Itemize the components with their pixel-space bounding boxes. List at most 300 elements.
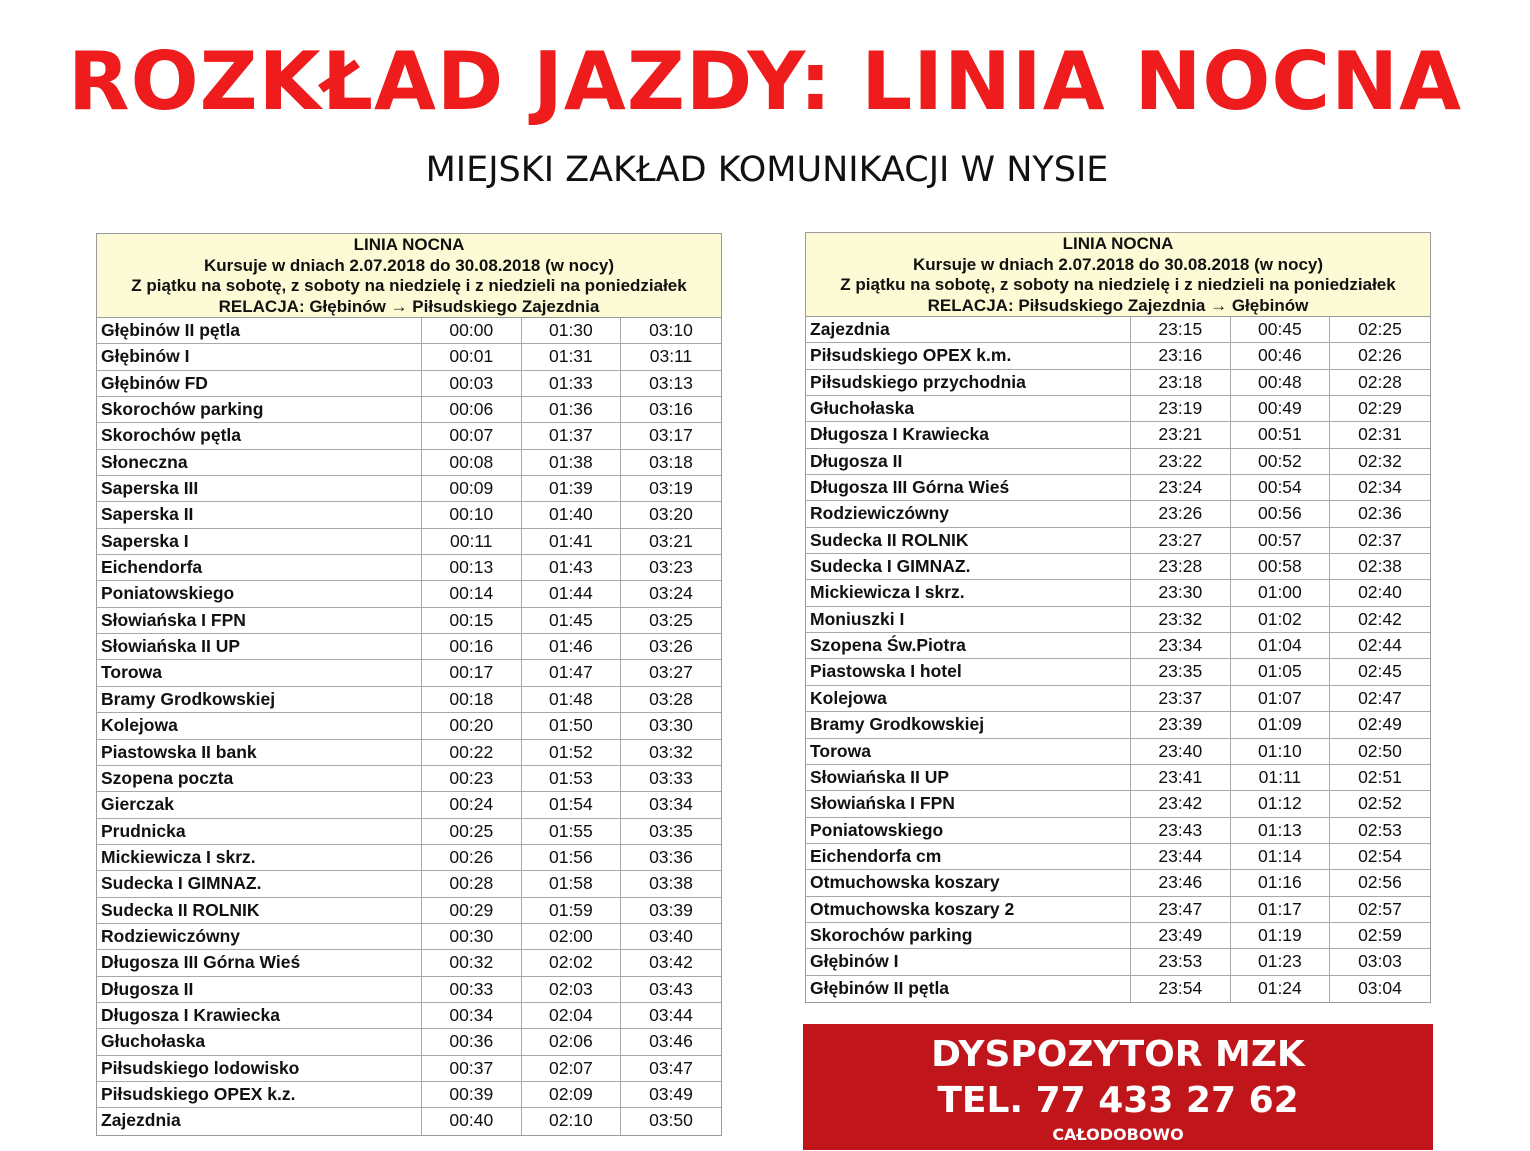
- table-row: [97, 318, 721, 344]
- departure-time: 02:37: [1358, 529, 1402, 550]
- departure-time: 03:35: [649, 820, 693, 841]
- departure-time: 01:16: [1231, 870, 1331, 895]
- departure-time: 03:25: [649, 609, 693, 630]
- departure-time: 02:52: [1358, 793, 1402, 814]
- timetable-body: [806, 317, 1430, 1002]
- timetable-body: [97, 318, 721, 1135]
- departure-time: 02:25: [1358, 319, 1402, 339]
- departure-time: 01:11: [1231, 765, 1331, 790]
- departure-time: 02:59: [1358, 924, 1402, 945]
- departure-time: 00:26: [422, 845, 522, 870]
- departure-time: 02:31: [1358, 424, 1402, 445]
- stop-name: Poniatowskiego: [806, 818, 1131, 843]
- stop-name: Saperska II: [97, 502, 422, 527]
- table-row: [806, 396, 1430, 422]
- table-row: [97, 529, 721, 555]
- departure-time: 03:18: [649, 451, 693, 472]
- departure-time: 23:49: [1131, 923, 1231, 948]
- departure-time: 03:10: [649, 320, 693, 340]
- stop-name: Długosza III Górna Wieś: [806, 475, 1131, 500]
- stop-name: Saperska III: [97, 476, 422, 501]
- table-row: [806, 580, 1430, 606]
- table-row: [97, 1003, 721, 1029]
- departure-time: 00:51: [1231, 422, 1331, 447]
- stop-name: Otmuchowska koszary: [806, 870, 1131, 895]
- stop-name: Słowiańska I FPN: [806, 791, 1131, 816]
- departure-time: 01:43: [522, 555, 622, 580]
- departure-time: 02:09: [522, 1082, 622, 1107]
- stop-name: Rodziewiczówny: [97, 924, 422, 949]
- departure-time: 23:43: [1131, 818, 1231, 843]
- departure-time: 02:03: [522, 977, 622, 1002]
- stop-name: Gierczak: [97, 792, 422, 817]
- departure-time: 01:17: [1231, 897, 1331, 922]
- table-row: [97, 581, 721, 607]
- table-row: [97, 423, 721, 449]
- stop-name: Skorochów parking: [97, 397, 422, 422]
- departure-time: 02:00: [522, 924, 622, 949]
- departure-time: 02:29: [1358, 398, 1402, 419]
- departure-time: 02:47: [1358, 687, 1402, 708]
- departure-time: 01:47: [522, 660, 622, 685]
- departure-time: 23:28: [1131, 554, 1231, 579]
- departure-time: 01:46: [522, 634, 622, 659]
- departure-time: 03:43: [649, 978, 693, 999]
- stop-name: Saperska I: [97, 529, 422, 554]
- departure-time: 00:25: [422, 819, 522, 844]
- stop-name: Głębinów II pętla: [97, 318, 422, 343]
- departure-time: 00:30: [422, 924, 522, 949]
- table-row: [806, 765, 1430, 791]
- stop-name: Sudecka II ROLNIK: [97, 898, 422, 923]
- departure-time: 23:35: [1131, 659, 1231, 684]
- table-row: [806, 818, 1430, 844]
- departure-time: 01:10: [1231, 739, 1331, 764]
- table-row: [97, 371, 721, 397]
- table-row: [806, 686, 1430, 712]
- departure-time: 23:37: [1131, 686, 1231, 711]
- stop-name: Zajezdnia: [97, 1108, 422, 1134]
- departure-time: 01:39: [522, 476, 622, 501]
- stop-name: Głuchołaska: [806, 396, 1131, 421]
- table-row: [806, 343, 1430, 369]
- departure-time: 01:14: [1231, 844, 1331, 869]
- departure-time: 01:13: [1231, 818, 1331, 843]
- stop-name: Głębinów FD: [97, 371, 422, 396]
- departure-time: 03:19: [649, 478, 693, 499]
- departure-time: 01:37: [522, 423, 622, 448]
- departure-time: 03:44: [649, 1004, 693, 1025]
- departure-time: 01:41: [522, 529, 622, 554]
- departure-time: 23:32: [1131, 607, 1231, 632]
- departure-time: 00:11: [422, 529, 522, 554]
- departure-time: 23:44: [1131, 844, 1231, 869]
- timetable-header: [806, 233, 1430, 317]
- table-row: [97, 924, 721, 950]
- stop-name: Długosza I Krawiecka: [806, 422, 1131, 447]
- table-row: [806, 607, 1430, 633]
- header-line: Z piątku na sobotę, z soboty na niedzielę i z niedzieli na poniedziałek: [840, 275, 1396, 294]
- departure-time: 02:02: [522, 950, 622, 975]
- departure-time: 03:13: [649, 372, 693, 393]
- stop-name: Kolejowa: [97, 713, 422, 738]
- departure-time: 03:50: [649, 1110, 693, 1131]
- table-row: [97, 608, 721, 634]
- stop-name: Słowiańska I FPN: [97, 608, 422, 633]
- departure-time: 23:47: [1131, 897, 1231, 922]
- departure-time: 23:34: [1131, 633, 1231, 658]
- departure-time: 01:56: [522, 845, 622, 870]
- departure-time: 23:26: [1131, 501, 1231, 526]
- departure-time: 01:05: [1231, 659, 1331, 684]
- departure-time: 01:38: [522, 450, 622, 475]
- departure-time: 00:18: [422, 687, 522, 712]
- stop-name: Skorochów pętla: [97, 423, 422, 448]
- table-row: [97, 819, 721, 845]
- departure-time: 01:45: [522, 608, 622, 633]
- table-row: [806, 422, 1430, 448]
- departure-time: 23:22: [1131, 449, 1231, 474]
- departure-time: 23:21: [1131, 422, 1231, 447]
- header-line: Kursuje w dniach 2.07.2018 do 30.08.2018 (w nocy): [912, 254, 1324, 274]
- table-row: [97, 397, 721, 423]
- stop-name: Mickiewicza I skrz.: [806, 580, 1131, 605]
- departure-time: 23:18: [1131, 370, 1231, 395]
- table-row: [97, 1082, 721, 1108]
- departure-time: 00:57: [1231, 528, 1331, 553]
- stop-name: Piłsudskiego OPEX k.m.: [806, 343, 1131, 368]
- departure-time: 00:20: [422, 713, 522, 738]
- departure-time: 00:01: [422, 344, 522, 369]
- departure-time: 03:39: [649, 899, 693, 920]
- departure-time: 01:19: [1231, 923, 1331, 948]
- departure-time: 02:42: [1358, 608, 1402, 629]
- table-row: [97, 845, 721, 871]
- departure-time: 23:39: [1131, 712, 1231, 737]
- table-row: [806, 501, 1430, 527]
- departure-time: 02:34: [1358, 477, 1402, 498]
- departure-time: 00:48: [1231, 370, 1331, 395]
- stop-name: Szopena poczta: [97, 766, 422, 791]
- departure-time: 02:06: [522, 1029, 622, 1054]
- departure-time: 00:52: [1231, 449, 1331, 474]
- stop-name: Prudnicka: [97, 819, 422, 844]
- table-row: [97, 871, 721, 897]
- departure-time: 03:46: [649, 1031, 693, 1052]
- stop-name: Piastowska II bank: [97, 740, 422, 765]
- stop-name: Eichendorfa: [97, 555, 422, 580]
- table-row: [97, 476, 721, 502]
- departure-time: 02:57: [1358, 898, 1402, 919]
- stop-name: Otmuchowska koszary 2: [806, 897, 1131, 922]
- departure-time: 00:28: [422, 871, 522, 896]
- table-row: [97, 660, 721, 686]
- stop-name: Głębinów I: [97, 344, 422, 369]
- departure-time: 00:13: [422, 555, 522, 580]
- stop-name: Długosza III Górna Wieś: [97, 950, 422, 975]
- table-row: [806, 659, 1430, 685]
- departure-time: 02:53: [1358, 819, 1402, 840]
- stop-name: Bramy Grodkowskiej: [806, 712, 1131, 737]
- departure-time: 00:56: [1231, 501, 1331, 526]
- departure-time: 00:14: [422, 581, 522, 606]
- dispatcher-contact-box: [803, 1024, 1433, 1150]
- departure-time: 00:40: [422, 1108, 522, 1134]
- departure-time: 03:26: [649, 636, 693, 657]
- stop-name: Piłsudskiego OPEX k.z.: [97, 1082, 422, 1107]
- stop-name: Słowiańska II UP: [806, 765, 1131, 790]
- departure-time: 00:46: [1231, 343, 1331, 368]
- departure-time: 23:46: [1131, 870, 1231, 895]
- departure-time: 01:55: [522, 819, 622, 844]
- departure-time: 01:04: [1231, 633, 1331, 658]
- departure-time: 02:26: [1358, 345, 1402, 366]
- departure-time: 00:34: [422, 1003, 522, 1028]
- stop-name: Rodziewiczówny: [806, 501, 1131, 526]
- table-row: [806, 475, 1430, 501]
- table-row: [806, 739, 1430, 765]
- departure-time: 02:51: [1358, 766, 1402, 787]
- departure-time: 03:20: [649, 504, 693, 525]
- table-row: [97, 555, 721, 581]
- stop-name: Sudecka I GIMNAZ.: [97, 871, 422, 896]
- stop-name: Głębinów II pętla: [806, 976, 1131, 1002]
- departure-time: 00:32: [422, 950, 522, 975]
- departure-time: 01:36: [522, 397, 622, 422]
- departure-time: 00:22: [422, 740, 522, 765]
- timetable-glebinow-to-zajezdnia: [96, 233, 722, 1136]
- table-row: [97, 766, 721, 792]
- header-line: Kursuje w dniach 2.07.2018 do 30.08.2018 (w nocy): [203, 255, 615, 275]
- departure-time: 23:30: [1131, 580, 1231, 605]
- stop-name: Sudecka II ROLNIK: [806, 528, 1131, 553]
- table-row: [97, 950, 721, 976]
- stop-name: Eichendorfa cm: [806, 844, 1131, 869]
- departure-time: 03:34: [649, 794, 693, 815]
- departure-time: 02:07: [522, 1056, 622, 1081]
- stop-name: Słowiańska II UP: [97, 634, 422, 659]
- departure-time: 01:31: [522, 344, 622, 369]
- departure-time: 00:37: [422, 1056, 522, 1081]
- departure-time: 03:04: [1358, 977, 1402, 998]
- departure-time: 01:54: [522, 792, 622, 817]
- departure-time: 03:32: [649, 741, 693, 762]
- departure-time: 00:07: [422, 423, 522, 448]
- table-row: [806, 897, 1430, 923]
- departure-time: 23:24: [1131, 475, 1231, 500]
- departure-time: 02:32: [1358, 450, 1402, 471]
- departure-time: 02:38: [1358, 556, 1402, 577]
- departure-time: 23:53: [1131, 949, 1231, 974]
- table-row: [97, 634, 721, 660]
- departure-time: 03:47: [649, 1057, 693, 1078]
- departure-time: 03:33: [649, 767, 693, 788]
- table-row: [97, 687, 721, 713]
- departure-time: 01:23: [1231, 949, 1331, 974]
- departure-time: 02:04: [522, 1003, 622, 1028]
- table-row: [806, 712, 1430, 738]
- departure-time: 03:17: [649, 425, 693, 446]
- departure-time: 00:08: [422, 450, 522, 475]
- departure-time: 00:10: [422, 502, 522, 527]
- stop-name: Poniatowskiego: [97, 581, 422, 606]
- table-row: [806, 791, 1430, 817]
- departure-time: 00:58: [1231, 554, 1331, 579]
- timetable-header: [97, 234, 721, 318]
- departure-time: 00:29: [422, 898, 522, 923]
- table-row: [806, 923, 1430, 949]
- departure-time: 01:07: [1231, 686, 1331, 711]
- departure-time: 00:06: [422, 397, 522, 422]
- departure-time: 03:30: [649, 715, 693, 736]
- dispatcher-hours: CAŁODOBOWO: [1052, 1125, 1184, 1144]
- table-row: [806, 976, 1430, 1002]
- page-title: ROZKŁAD JAZDY: LINIA NOCNA: [67, 35, 1462, 128]
- departure-time: 00:36: [422, 1029, 522, 1054]
- departure-time: 01:50: [522, 713, 622, 738]
- departure-time: 02:54: [1358, 845, 1402, 866]
- departure-time: 01:59: [522, 898, 622, 923]
- departure-time: 03:03: [1358, 951, 1402, 972]
- stop-name: Głuchołaska: [97, 1029, 422, 1054]
- departure-time: 03:40: [649, 925, 693, 946]
- departure-time: 23:16: [1131, 343, 1231, 368]
- departure-time: 03:28: [649, 688, 693, 709]
- departure-time: 01:24: [1231, 976, 1331, 1002]
- stop-name: Skorochów parking: [806, 923, 1131, 948]
- table-row: [806, 870, 1430, 896]
- departure-time: 02:36: [1358, 503, 1402, 524]
- departure-time: 03:24: [649, 583, 693, 604]
- departure-time: 01:09: [1231, 712, 1331, 737]
- page-subtitle: MIEJSKI ZAKŁAD KOMUNIKACJI W NYSIE: [425, 150, 1109, 190]
- departure-time: 23:54: [1131, 976, 1231, 1002]
- departure-time: 02:40: [1358, 582, 1402, 603]
- departure-time: 23:15: [1131, 317, 1231, 342]
- departure-time: 02:56: [1358, 872, 1402, 893]
- departure-time: 00:54: [1231, 475, 1331, 500]
- dispatcher-phone: TEL. 77 433 27 62: [937, 1080, 1299, 1121]
- departure-time: 01:00: [1231, 580, 1331, 605]
- departure-time: 00:33: [422, 977, 522, 1002]
- departure-time: 00:23: [422, 766, 522, 791]
- table-row: [97, 1029, 721, 1055]
- departure-time: 00:09: [422, 476, 522, 501]
- stop-name: Słoneczna: [97, 450, 422, 475]
- departure-time: 02:28: [1358, 371, 1402, 392]
- departure-time: 03:38: [649, 873, 693, 894]
- departure-time: 02:10: [522, 1108, 622, 1134]
- table-row: [97, 1056, 721, 1082]
- stop-name: Długosza II: [97, 977, 422, 1002]
- table-row: [806, 370, 1430, 396]
- departure-time: 03:36: [649, 846, 693, 867]
- departure-time: 02:49: [1358, 714, 1402, 735]
- header-line: Z piątku na sobotę, z soboty na niedzielę i z niedzieli na poniedziałek: [131, 276, 687, 295]
- departure-time: 00:00: [422, 318, 522, 343]
- stop-name: Kolejowa: [806, 686, 1131, 711]
- departure-time: 01:02: [1231, 607, 1331, 632]
- departure-time: 01:30: [522, 318, 622, 343]
- table-row: [97, 713, 721, 739]
- table-row: [806, 844, 1430, 870]
- departure-time: 01:33: [522, 371, 622, 396]
- departure-time: 00:24: [422, 792, 522, 817]
- header-line: RELACJA: Głębinów → Piłsudskiego Zajezdnia: [218, 296, 600, 316]
- departure-time: 03:16: [649, 399, 693, 420]
- departure-time: 23:42: [1131, 791, 1231, 816]
- departure-time: 01:48: [522, 687, 622, 712]
- departure-time: 23:27: [1131, 528, 1231, 553]
- header-line: LINIA NOCNA: [353, 235, 465, 254]
- stop-name: Długosza I Krawiecka: [97, 1003, 422, 1028]
- departure-time: 01:40: [522, 502, 622, 527]
- timetable-zajezdnia-to-glebinow: [805, 232, 1431, 1003]
- stop-name: Torowa: [97, 660, 422, 685]
- table-row: [806, 949, 1430, 975]
- table-row: [97, 740, 721, 766]
- departure-time: 00:15: [422, 608, 522, 633]
- table-row: [97, 1108, 721, 1134]
- table-row: [97, 898, 721, 924]
- table-row: [97, 792, 721, 818]
- stop-name: Sudecka I GIMNAZ.: [806, 554, 1131, 579]
- stop-name: Mickiewicza I skrz.: [97, 845, 422, 870]
- departure-time: 03:27: [649, 662, 693, 683]
- stop-name: Zajezdnia: [806, 317, 1131, 342]
- departure-time: 01:52: [522, 740, 622, 765]
- stop-name: Bramy Grodkowskiej: [97, 687, 422, 712]
- departure-time: 01:58: [522, 871, 622, 896]
- stop-name: Piłsudskiego przychodnia: [806, 370, 1131, 395]
- stop-name: Piłsudskiego lodowisko: [97, 1056, 422, 1081]
- departure-time: 01:12: [1231, 791, 1331, 816]
- departure-time: 03:11: [649, 346, 693, 367]
- departure-time: 02:45: [1358, 661, 1402, 682]
- table-row: [806, 633, 1430, 659]
- stop-name: Głębinów I: [806, 949, 1131, 974]
- departure-time: 01:44: [522, 581, 622, 606]
- departure-time: 03:49: [649, 1083, 693, 1104]
- table-row: [97, 977, 721, 1003]
- table-row: [97, 344, 721, 370]
- table-row: [806, 528, 1430, 554]
- departure-time: 00:45: [1231, 317, 1331, 342]
- departure-time: 00:49: [1231, 396, 1331, 421]
- header-line: RELACJA: Piłsudskiego Zajezdnia → Głębinów: [927, 295, 1309, 315]
- stop-name: Piastowska I hotel: [806, 659, 1131, 684]
- table-row: [806, 449, 1430, 475]
- stop-name: Szopena Św.Piotra: [806, 633, 1131, 658]
- table-row: [806, 317, 1430, 343]
- stop-name: Torowa: [806, 739, 1131, 764]
- departure-time: 03:21: [649, 530, 693, 551]
- departure-time: 03:23: [649, 557, 693, 578]
- table-row: [97, 502, 721, 528]
- departure-time: 00:03: [422, 371, 522, 396]
- stop-name: Moniuszki I: [806, 607, 1131, 632]
- departure-time: 02:44: [1358, 635, 1402, 656]
- departure-time: 23:19: [1131, 396, 1231, 421]
- stop-name: Długosza II: [806, 449, 1131, 474]
- departure-time: 00:39: [422, 1082, 522, 1107]
- departure-time: 00:16: [422, 634, 522, 659]
- table-row: [97, 450, 721, 476]
- departure-time: 23:41: [1131, 765, 1231, 790]
- header-line: LINIA NOCNA: [1062, 234, 1174, 253]
- departure-time: 03:42: [649, 952, 693, 973]
- table-row: [806, 554, 1430, 580]
